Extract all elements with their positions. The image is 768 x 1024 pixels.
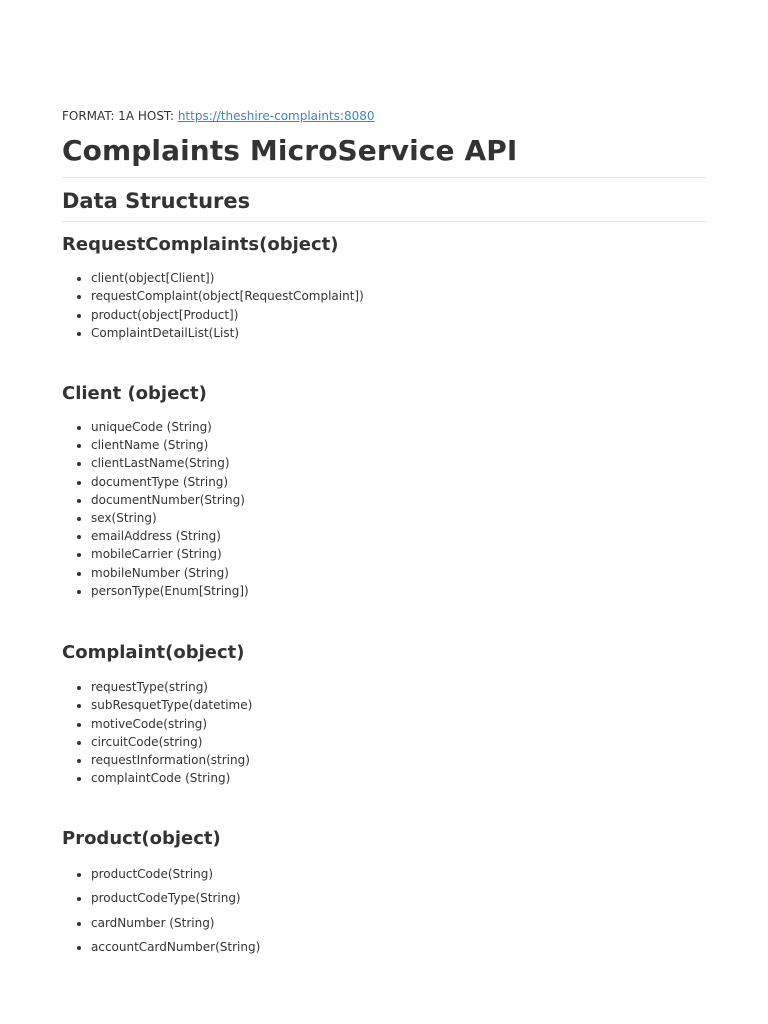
list-item: • mobileNumber (String) [91, 564, 249, 582]
structure-title-request-complaints: RequestComplaints(object) [62, 234, 339, 255]
list-item: • uniqueCode (String) [91, 418, 249, 436]
list-item: • motiveCode(string) [91, 715, 252, 733]
product-field-list [62, 862, 260, 960]
host-link[interactable]: https://theshire-complaints:8080 [177, 109, 375, 123]
list-item: • productCode(String) [91, 862, 260, 886]
list-item: • mobileCarrier (String) [91, 545, 249, 563]
list-item: • requestInformation(string) [91, 751, 252, 769]
list-item: • productCodeType(String) [91, 886, 260, 910]
list-item: • circuitCode(string) [91, 733, 252, 751]
list-item: • subResquetType(datetime) [91, 696, 252, 714]
list-item: • cardNumber (String) [91, 911, 260, 935]
list-item: • emailAddress (String) [91, 527, 249, 545]
list-item: • client(object[Client]) [91, 269, 364, 287]
section-divider [62, 221, 707, 222]
list-item: • documentNumber(String) [91, 491, 249, 509]
section-title-data-structures: Data Structures [62, 189, 251, 213]
list-item: • ComplaintDetailList(List) [91, 324, 364, 342]
structure-title-complaint: Complaint(object) [62, 642, 245, 663]
format-host-line [62, 108, 375, 124]
list-item: • complaintCode (String) [91, 769, 252, 787]
list-item: • requestComplaint(object[RequestComplaint]) [91, 287, 364, 305]
list-item: • documentType (String) [91, 473, 249, 491]
request-complaints-field-list [62, 269, 364, 342]
structure-title-product: Product(object) [62, 828, 221, 849]
format-host-label: FORMAT: 1A HOST: [62, 109, 178, 123]
list-item: • clientLastName(String) [91, 454, 249, 472]
complaint-field-list [62, 678, 252, 788]
list-item: • sex(String) [91, 509, 249, 527]
list-item: • requestType(string) [91, 678, 252, 696]
client-field-list [62, 418, 249, 600]
list-item: • personType(Enum[String]) [91, 582, 249, 600]
structure-title-client: Client (object) [62, 383, 207, 404]
title-divider [62, 177, 707, 178]
list-item: • accountCardNumber(String) [91, 935, 260, 959]
list-item: • product(object[Product]) [91, 306, 364, 324]
page-title: Complaints MicroService API [62, 134, 518, 167]
list-item: • clientName (String) [91, 436, 249, 454]
